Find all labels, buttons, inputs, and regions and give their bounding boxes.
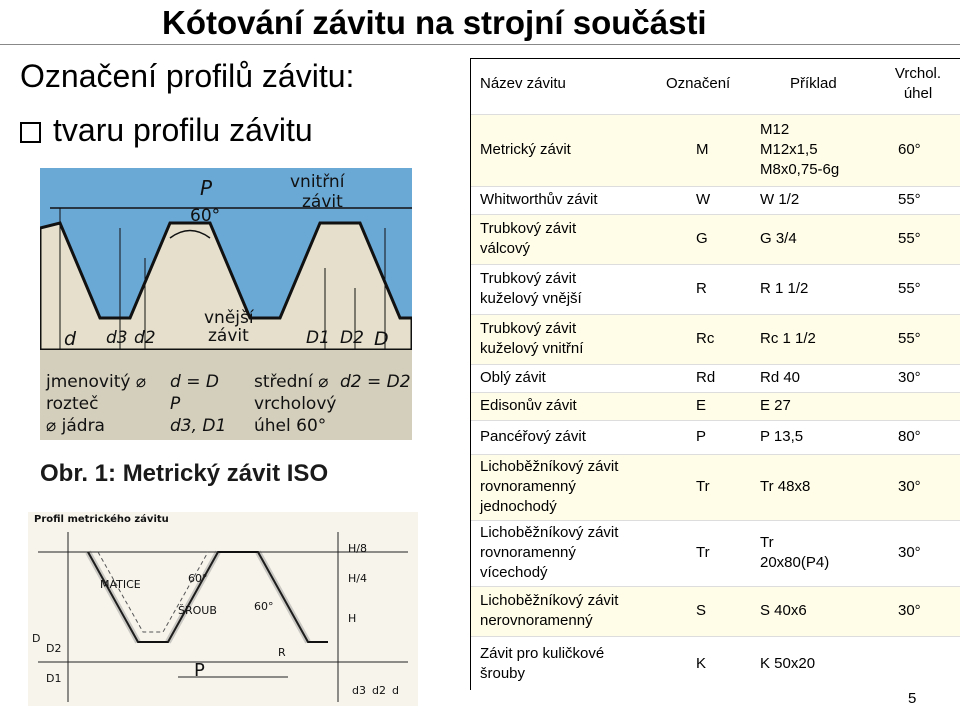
cell-thread-code bbox=[696, 477, 710, 497]
cell-apex-angle bbox=[898, 229, 921, 249]
cell-thread-name-line: Oblý závit bbox=[480, 369, 546, 386]
cell-apex-angle bbox=[898, 368, 921, 388]
cell-thread-name-line: vícechodý bbox=[480, 564, 548, 581]
cell-apex-angle bbox=[898, 601, 921, 621]
checkbox-bullet-icon bbox=[20, 122, 41, 143]
cell-thread-name bbox=[480, 190, 598, 210]
header-name: Název závitu bbox=[480, 75, 566, 92]
legend-pitch-value: P bbox=[170, 394, 181, 414]
cell-thread-name bbox=[480, 644, 604, 684]
iso-thread-figure bbox=[40, 168, 412, 440]
legend-apex-angle: úhel 60° bbox=[254, 416, 327, 436]
cell-thread-example bbox=[760, 427, 803, 447]
sketch-d2: d2 bbox=[372, 684, 386, 697]
row-divider bbox=[470, 420, 960, 421]
cell-thread-example-line: S 40x6 bbox=[760, 602, 807, 619]
sketch-D2: D2 bbox=[46, 642, 62, 655]
legend-mean: střední ⌀ bbox=[254, 372, 329, 392]
cell-thread-code bbox=[696, 368, 715, 388]
cell-thread-example bbox=[760, 279, 808, 299]
cell-thread-example bbox=[760, 120, 839, 180]
table-row bbox=[470, 420, 960, 454]
cell-apex-angle-line: 55° bbox=[898, 280, 921, 297]
cell-thread-name-line: rovnoramenný bbox=[480, 478, 576, 495]
cell-thread-example bbox=[760, 396, 791, 416]
sketch-D1: D1 bbox=[46, 672, 62, 685]
figure-caption: Obr. 1: Metrický závit ISO bbox=[40, 460, 329, 487]
cell-thread-name bbox=[480, 368, 546, 388]
header-example: Příklad bbox=[790, 75, 837, 92]
sketch-d3: d3 bbox=[352, 684, 366, 697]
row-divider bbox=[470, 186, 960, 187]
legend-mean-value: d2 = D2 bbox=[340, 372, 411, 392]
cell-thread-code bbox=[696, 229, 708, 249]
cell-thread-code-line: G bbox=[696, 230, 708, 247]
table-row bbox=[470, 454, 960, 520]
row-divider bbox=[470, 114, 960, 115]
legend-core-value: d3, D1 bbox=[170, 416, 227, 436]
cell-apex-angle bbox=[898, 279, 921, 299]
cell-thread-name-line: jednochodý bbox=[480, 498, 557, 515]
cell-thread-code-line: Rc bbox=[696, 330, 715, 347]
cell-thread-name-line: šrouby bbox=[480, 665, 526, 682]
cell-thread-example-line: G 3/4 bbox=[760, 230, 797, 247]
row-divider bbox=[470, 636, 960, 637]
sketch-nut-label: MATICE bbox=[100, 578, 141, 591]
cell-thread-code bbox=[696, 601, 706, 621]
cell-thread-name-line: Metrický závit bbox=[480, 141, 571, 158]
table-row bbox=[470, 264, 960, 314]
cell-thread-example-line: Tr 48x8 bbox=[760, 478, 811, 495]
sketch-d: d bbox=[392, 684, 399, 697]
cell-thread-example bbox=[760, 190, 799, 210]
cell-thread-example-line: W 1/2 bbox=[760, 191, 800, 208]
cell-thread-example-line: Tr bbox=[760, 534, 774, 551]
row-divider bbox=[470, 520, 960, 521]
d2-label: d2 bbox=[134, 328, 156, 348]
cell-thread-example bbox=[760, 368, 800, 388]
bullet-text: tvaru profilu závitu bbox=[53, 112, 313, 148]
d3-label: d3 bbox=[106, 328, 128, 348]
cell-thread-name-line: nerovnoramenný bbox=[480, 612, 593, 629]
sketch-bolt-label: ŠROUB bbox=[178, 604, 217, 617]
cell-thread-example-line: M12x1,5 bbox=[760, 141, 818, 158]
cell-apex-angle-line: 55° bbox=[898, 230, 921, 247]
cell-thread-code-line: Rd bbox=[696, 369, 716, 386]
cell-thread-example-line: P 13,5 bbox=[760, 428, 804, 445]
cell-apex-angle-line: 30° bbox=[898, 602, 921, 619]
row-divider bbox=[470, 454, 960, 455]
cell-thread-example bbox=[760, 533, 829, 573]
cell-thread-name-line: kuželový vnější bbox=[480, 290, 582, 307]
cell-thread-example bbox=[760, 229, 797, 249]
cell-thread-name bbox=[480, 269, 582, 309]
cell-thread-code-line: M bbox=[696, 141, 709, 158]
cell-thread-example bbox=[760, 601, 807, 621]
cell-apex-angle bbox=[898, 427, 921, 447]
cell-thread-name-line: Závit pro kuličkové bbox=[480, 645, 605, 662]
cell-apex-angle-line: 55° bbox=[898, 191, 921, 208]
row-divider bbox=[470, 214, 960, 215]
cell-thread-code-line: K bbox=[696, 655, 707, 672]
cell-thread-name-line: Lichoběžníkový závit bbox=[480, 524, 619, 541]
sketch-R: R bbox=[278, 646, 286, 659]
legend-core: ⌀ jádra bbox=[46, 416, 105, 436]
legend-pitch: rozteč bbox=[46, 394, 99, 414]
section-heading: Označení profilů závitu: bbox=[20, 58, 355, 94]
sketch-title: Profil metrického závitu bbox=[34, 514, 169, 525]
cell-thread-name-line: Lichoběžníkový závit bbox=[480, 458, 619, 475]
table-row bbox=[470, 364, 960, 392]
sketch-D: D bbox=[32, 632, 41, 645]
legend-apex: vrcholový bbox=[254, 394, 337, 414]
cell-thread-code bbox=[696, 190, 710, 210]
header-code: Označení bbox=[666, 75, 731, 92]
cell-thread-code-line: Tr bbox=[696, 544, 710, 561]
cell-thread-name-line: Trubkový závit bbox=[480, 270, 577, 287]
outer-thread-label-2: závit bbox=[208, 326, 249, 346]
row-divider bbox=[470, 586, 960, 587]
sketch-H: H bbox=[348, 612, 357, 625]
cell-thread-code-line: P bbox=[696, 428, 707, 445]
cell-thread-name-line: kuželový vnitřní bbox=[480, 340, 584, 357]
cell-thread-name bbox=[480, 523, 618, 583]
cell-thread-example-line: Rc 1 1/2 bbox=[760, 330, 816, 347]
row-divider bbox=[470, 264, 960, 265]
table-left-border bbox=[470, 58, 471, 690]
table-row bbox=[470, 186, 960, 214]
sketch-H4: H/4 bbox=[348, 572, 367, 585]
cell-thread-name-line: Trubkový závit bbox=[480, 320, 577, 337]
cell-thread-code bbox=[696, 396, 706, 416]
row-divider bbox=[470, 314, 960, 315]
table-row bbox=[470, 392, 960, 420]
cell-thread-name bbox=[480, 140, 571, 160]
cell-thread-name bbox=[480, 457, 618, 517]
cell-thread-name-line: Trubkový závit bbox=[480, 220, 577, 237]
cell-apex-angle-line: 30° bbox=[898, 544, 921, 561]
cell-apex-angle bbox=[898, 477, 921, 497]
cell-thread-name-line: Whitworthův závit bbox=[480, 191, 598, 208]
pitch-label: P bbox=[200, 176, 213, 200]
cell-thread-code-line: S bbox=[696, 602, 707, 619]
cell-thread-name bbox=[480, 427, 586, 447]
sketch-H8: H/8 bbox=[348, 542, 367, 555]
slide-title: Kótování závitu na strojní součásti bbox=[162, 4, 707, 41]
cell-apex-angle-line: 30° bbox=[898, 369, 921, 386]
cell-thread-name bbox=[480, 591, 618, 631]
cell-thread-code bbox=[696, 654, 706, 674]
inner-thread-label-2: závit bbox=[302, 192, 343, 212]
cell-thread-example-line: K 50x20 bbox=[760, 655, 816, 672]
cell-apex-angle-line: 60° bbox=[898, 141, 921, 158]
cell-thread-example-line: M12 bbox=[760, 121, 790, 138]
inner-thread-label: vnitřní bbox=[290, 172, 345, 192]
cell-thread-example bbox=[760, 477, 810, 497]
metric-profile-sketch bbox=[28, 512, 418, 706]
table-header bbox=[470, 58, 960, 113]
cell-apex-angle-line: 80° bbox=[898, 428, 921, 445]
cell-thread-code bbox=[696, 427, 706, 447]
D-label: D bbox=[374, 328, 389, 350]
table-row bbox=[470, 314, 960, 364]
cell-thread-name bbox=[480, 319, 583, 359]
cell-thread-code-line: Tr bbox=[696, 478, 710, 495]
D2-label: D2 bbox=[340, 328, 364, 348]
row-divider bbox=[470, 392, 960, 393]
row-divider bbox=[470, 364, 960, 365]
outer-thread-label: vnější bbox=[204, 308, 254, 328]
table-top-border bbox=[470, 58, 960, 59]
cell-thread-code bbox=[696, 543, 710, 563]
cell-apex-angle bbox=[898, 543, 921, 563]
cell-thread-code-line: W bbox=[696, 191, 711, 208]
cell-thread-code bbox=[696, 279, 707, 299]
table-row bbox=[470, 586, 960, 636]
cell-apex-angle-line: 30° bbox=[898, 478, 921, 495]
cell-thread-example-line: Rd 40 bbox=[760, 369, 801, 386]
cell-thread-example-line: R 1 1/2 bbox=[760, 280, 809, 297]
cell-thread-example-line: 20x80(P4) bbox=[760, 554, 830, 571]
cell-thread-name-line: Edisonův závit bbox=[480, 397, 577, 414]
table-row bbox=[470, 214, 960, 264]
cell-thread-name-line: rovnoramenný bbox=[480, 544, 576, 561]
cell-thread-name bbox=[480, 396, 577, 416]
table-row bbox=[470, 114, 960, 186]
cell-thread-name-line: válcový bbox=[480, 240, 531, 257]
angle-label: 60° bbox=[190, 206, 221, 226]
sketch-angle-1: 60° bbox=[188, 572, 208, 585]
legend-nominal-value: d = D bbox=[170, 372, 219, 392]
cell-thread-code-line: E bbox=[696, 397, 707, 414]
cell-apex-angle bbox=[898, 190, 921, 210]
title-divider bbox=[0, 44, 960, 45]
bullet-item bbox=[20, 112, 313, 149]
cell-thread-code bbox=[696, 329, 714, 349]
table-row bbox=[470, 520, 960, 586]
cell-thread-example bbox=[760, 329, 816, 349]
cell-thread-example bbox=[760, 654, 815, 674]
header-angle: Vrchol. úhel bbox=[894, 65, 942, 102]
d-label: d bbox=[64, 328, 77, 350]
cell-thread-name-line: Lichoběžníkový závit bbox=[480, 592, 619, 609]
cell-thread-example-line: E 27 bbox=[760, 397, 791, 414]
cell-apex-angle-line: 55° bbox=[898, 330, 921, 347]
legend-nominal: jmenovitý ⌀ bbox=[46, 372, 147, 392]
cell-thread-name bbox=[480, 219, 576, 259]
cell-thread-code bbox=[696, 140, 709, 160]
cell-thread-code-line: R bbox=[696, 280, 707, 297]
sketch-pitch: P bbox=[194, 660, 205, 681]
cell-thread-name-line: Pancéřový závit bbox=[480, 428, 586, 445]
cell-thread-example-line: M8x0,75-6g bbox=[760, 161, 840, 178]
table-row bbox=[470, 636, 960, 692]
cell-apex-angle bbox=[898, 140, 921, 160]
sketch-angle-2: 60° bbox=[254, 600, 274, 613]
D1-label: D1 bbox=[306, 328, 330, 348]
cell-apex-angle bbox=[898, 329, 921, 349]
page-number: 5 bbox=[908, 690, 917, 707]
